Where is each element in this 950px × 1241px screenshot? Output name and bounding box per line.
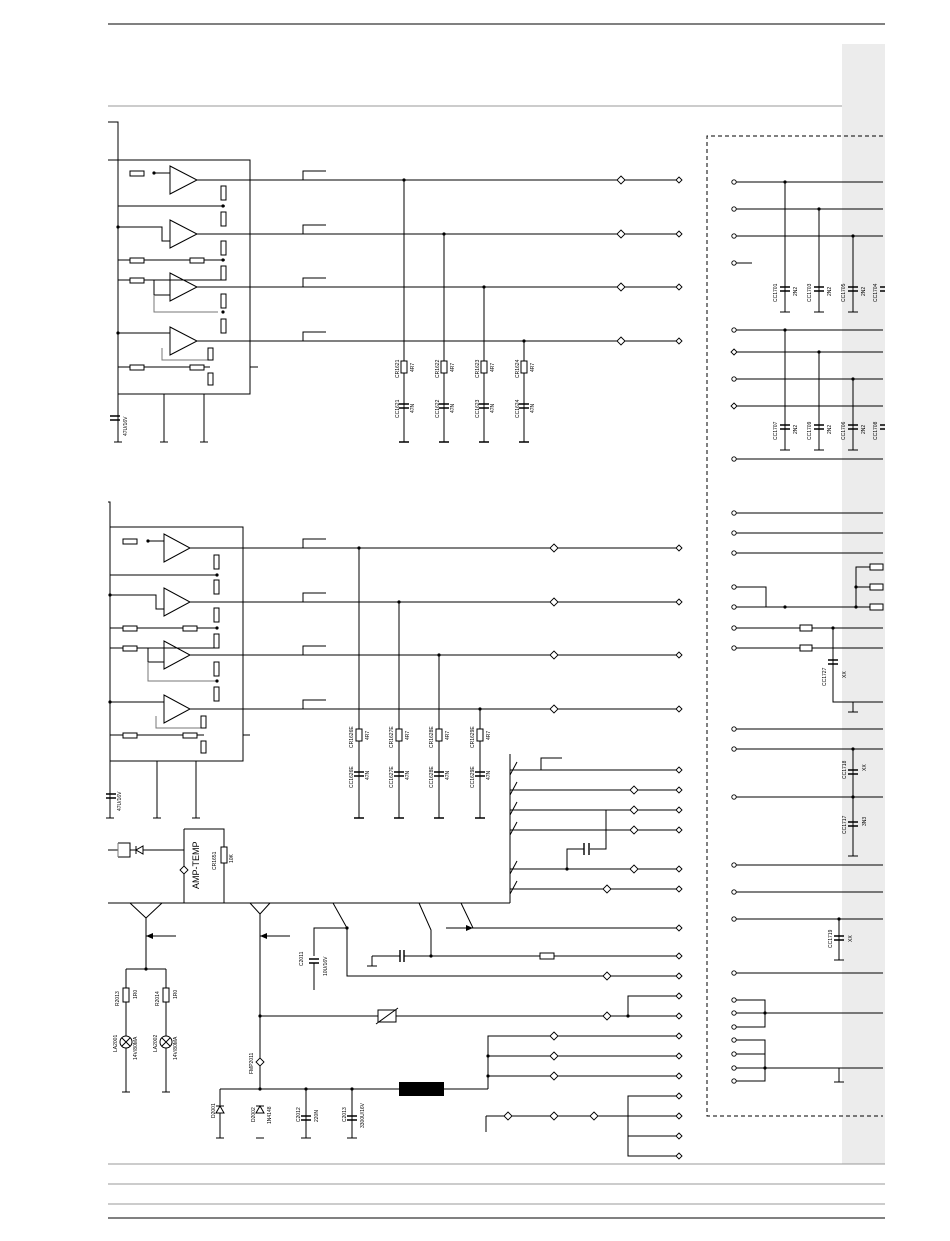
cr1624-value: 4R7 [530,362,536,372]
cc1707-value: 2N2 [793,424,799,434]
cr1627e-value: 4R7 [405,730,411,740]
amp1-component-labels [110,359,536,436]
cc1719-label: CC1719 [828,929,834,948]
power-section [211,993,682,1159]
cc1621-label: CC1621 [395,399,401,418]
cr1621-label: CR1621 [395,359,401,378]
amp-temp-label: AMP-TEMP [191,841,201,889]
fmp2011-label: FMP2011 [249,1052,255,1074]
d2001-label: D2001 [211,1103,217,1118]
amp-temp-block [108,829,235,903]
cc1717-value: 3N3 [862,816,868,826]
cc1703-label: CC1703 [807,283,813,302]
cr1622-label: CR1622 [435,359,441,378]
c2013-value: 3300U/16V [360,1102,366,1128]
cc1718-value: XX [862,764,868,771]
switch-connector-section [510,754,682,903]
cc1629e-label: CC1629E [470,766,476,788]
cc1709-label: CC1709 [807,421,813,440]
c2012-value: 220N [314,1110,320,1122]
lamp-section [113,967,179,1092]
cc1626e-value: 47N [365,770,371,780]
r2014-label: R2014 [155,991,161,1006]
cc1624-value: 47N [530,403,536,413]
c2013-label: C2013 [342,1107,348,1122]
cc1628e-label: CC1628E [429,766,435,788]
right-column-terminals [676,993,682,1159]
cr1621-value: 4R7 [410,362,416,372]
right-board-terminals [731,180,737,1083]
cr1626e-value: 4R7 [365,730,371,740]
cr1623-value: 4R7 [490,362,496,372]
cc1628e-value: 47N [445,770,451,780]
cc1704-label: CC1704 [873,283,879,302]
cc1708-label: CC1708 [873,421,879,440]
cc1706-label: CC1706 [841,421,847,440]
la2002-label: LA2002 [153,1034,159,1052]
c2012-label: C2012 [296,1107,302,1122]
cc1719-value: XX [848,935,854,942]
cr1651-value: 10K [229,854,235,863]
cc1622-value: 47N [450,403,456,413]
cr1624-label: CR1624 [515,359,521,378]
cr1651-label: CR1651 [212,851,218,870]
cc1621-value: 47N [410,403,416,413]
cc1626e-label: CC1626E [349,766,355,788]
r2014-value: 1R0 [173,989,179,999]
cc1727-label: CC1727 [822,667,828,686]
cc1701-label: CC1701 [773,283,779,302]
cc1703-value: 2N2 [827,286,833,296]
cc1717-label: CC1717 [842,815,848,834]
la2002-value: 14V/80MA [173,1036,179,1060]
cc1705-label: CC1705 [841,283,847,302]
cr1628e-value: 4R7 [445,730,451,740]
cc1701-value: 2N2 [793,286,799,296]
amplifier-ic-1 [108,122,258,442]
cc1706-value: 2N2 [861,424,867,434]
c2011-value: 10U/16V [323,956,329,976]
amplifier-ic-2 [106,502,250,818]
cc1627e-label: CC1627E [389,766,395,788]
cc1707-label: CC1707 [773,421,779,440]
cc1727-value: XX [842,671,848,678]
c2011-label: C2011 [299,951,305,966]
cap-top-label: 47U/16V [123,416,129,436]
cr1629e-value: 4R7 [486,730,492,740]
cr1623-label: CR1623 [475,359,481,378]
cr1622-value: 4R7 [450,362,456,372]
supply-bus [108,903,682,1089]
la2001-value: 14V/80MA [133,1036,139,1060]
cc1623-label: CC1623 [475,399,481,418]
r2013-label: R2013 [115,991,121,1006]
cr1629e-label: CR1629E [470,726,476,748]
cc1705-value: 2N2 [861,286,867,296]
page-frame [108,24,885,1218]
cc1718-label: CC1718 [842,760,848,779]
cap-bot-label: 47U/16V [117,791,123,811]
cc1627e-value: 47N [405,770,411,780]
cr1626e-label: CR1626E [349,726,355,748]
cr1627e-label: CR1627E [389,726,395,748]
cr1628e-label: CR1628E [429,726,435,748]
amp2-output-rails [190,539,682,818]
cc1622-label: CC1622 [435,399,441,418]
la2001-label: LA2001 [113,1034,119,1052]
cc1629e-value: 47N [486,770,492,780]
d2002-value: 1N4148 [267,1106,273,1124]
cc1709-value: 2N2 [827,424,833,434]
amp2-component-labels [349,726,492,788]
cc1623-value: 47N [490,403,496,413]
r2013-value: 1R0 [133,989,139,999]
d2002-label: D2002 [251,1107,257,1122]
cc1624-label: CC1624 [515,399,521,418]
